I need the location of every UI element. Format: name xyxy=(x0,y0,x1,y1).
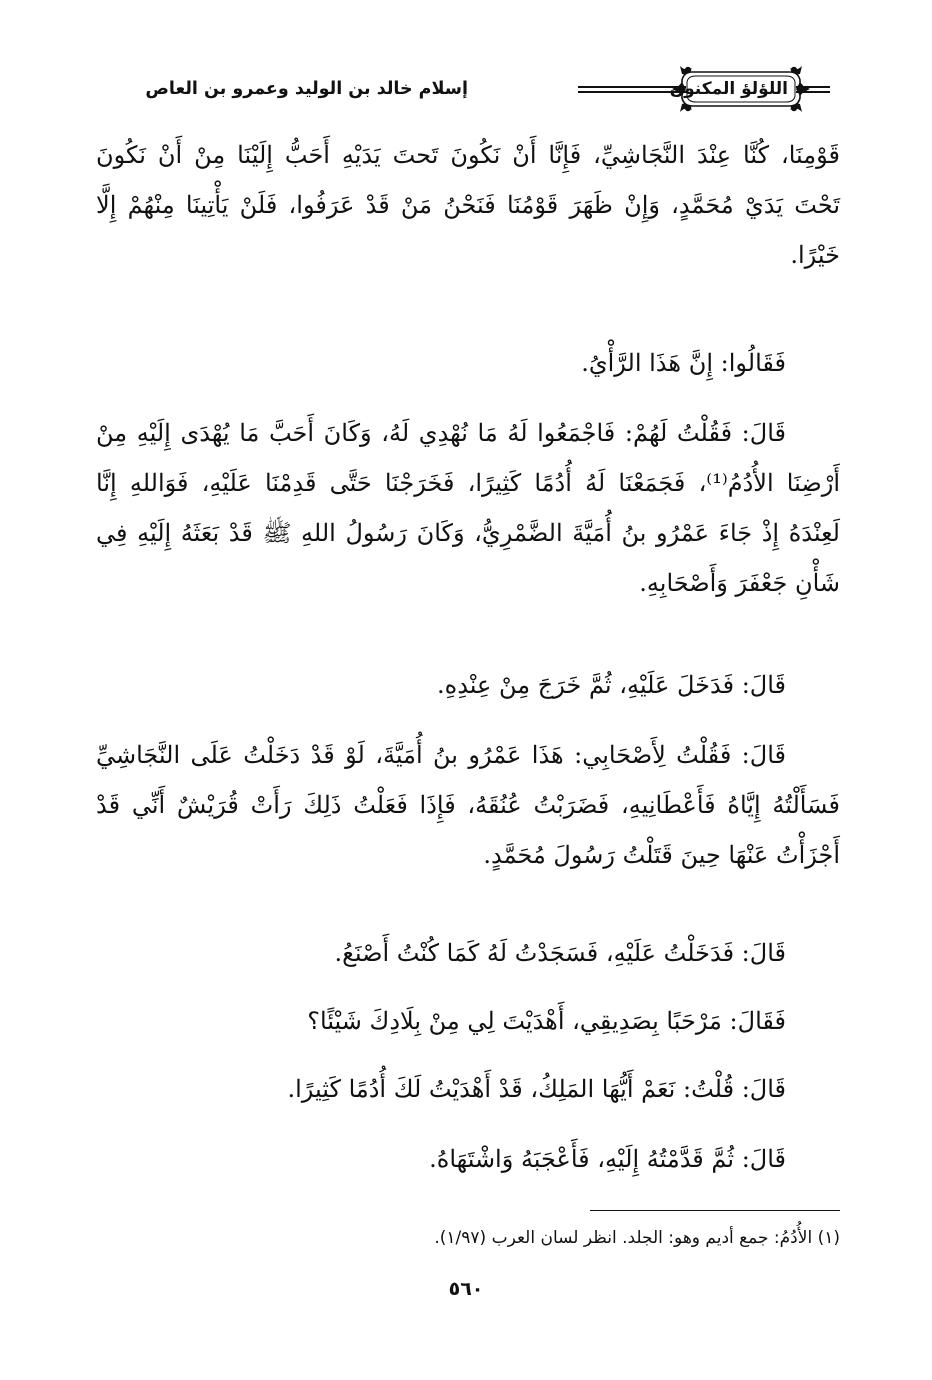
paragraph xyxy=(96,408,840,608)
text-line: أَرْضِنَا الأُدُمُ⁽¹⁾، فَجَمَعْنَا لَهُ أُدُمًا كَثِيرًا، فَخَرَجْنَا حَتَّى قَدِمْنَا عَلَيْهِ، فَوَاللهِ إِنَّا xyxy=(96,469,841,497)
text-line: قَالَ: فَدَخَلَ عَلَيْهِ، ثُمَّ خَرَجَ مِنْ عِنْدِهِ. xyxy=(437,671,786,699)
book-title-badge xyxy=(669,62,810,116)
paragraph xyxy=(96,1064,840,1114)
text-line: فَسَأَلْتُهُ إِيَّاهُ فَأَعْطَانِيهِ، فَضَرَبْتُ عُنُقَهُ، فَإِذَا فَعَلْتُ ذَلِكَ رَأَتْ قُرَيْشٌ أَنِّي قَدْ xyxy=(96,791,840,819)
header-rule-middle xyxy=(578,86,686,93)
footnote-separator xyxy=(590,1210,840,1211)
paragraph xyxy=(96,130,840,280)
page-number: ٥٦٠ xyxy=(448,1278,484,1300)
text-line: خَيْرًا. xyxy=(790,241,840,269)
paragraph xyxy=(96,338,840,388)
text-line: قَالَ: فَدَخَلْتُ عَلَيْهِ، فَسَجَدْتُ لَهُ كَمَا كُنْتُ أَصْنَعُ. xyxy=(334,939,786,967)
text-line: شَأْنِ جَعْفَرَ وَأَصْحَابِهِ. xyxy=(639,569,840,597)
running-header xyxy=(96,62,840,116)
text-line: قَالَ: فَقُلْتُ لَهُمْ: فَاجْمَعُوا لَهُ مَا نُهْدِي لَهُ، وَكَانَ أَحَبَّ مَا يُهْدَى إِلَيْهِ مِنْ xyxy=(96,419,786,447)
text-line: لَعِنْدَهُ إِذْ جَاءَ عَمْرُو بنُ أُمَيَّةَ الضَّمْرِيُّ، وَكَانَ رَسُولُ اللهِ ﷺ قَدْ بَعَثَهُ إِلَيْهِ فِي xyxy=(96,519,840,547)
text-line: أَجْزَأْتُ عَنْهَا حِينَ قَتَلْتُ رَسُولَ مُحَمَّدٍ. xyxy=(483,841,840,869)
footnote: (١) الأُدُمُ: جمع أديم وهو: الجلد. انظر لسان العرب (١/٩٧). xyxy=(434,1228,840,1248)
paragraph xyxy=(96,660,840,710)
paragraph xyxy=(96,1134,840,1184)
text-line: فَقَالُوا: إِنَّ هَذَا الرَّأْيُ. xyxy=(581,349,786,377)
text-line: قَالَ: قُلْتُ: نَعَمْ أَيُّهَا المَلِكُ، قَدْ أَهْدَيْتُ لَكَ أُدُمًا كَثِيرًا. xyxy=(287,1075,786,1103)
text-line: قَالَ: فَقُلْتُ لِأَصْحَابِي: هَذَا عَمْرُو بنُ أُمَيَّةَ، لَوْ قَدْ دَخَلْتُ عَلَى النَّجَاشِيِّ xyxy=(96,741,786,769)
paragraph xyxy=(96,928,840,978)
text-line: تَحْتَ يَدَيْ مُحَمَّدٍ، وَإِنْ ظَهَرَ قَوْمُنَا فَنَحْنُ مَنْ قَدْ عَرَفُوا، فَلَنْ يَأْتِينَا مِنْهُمْ إِلَّا xyxy=(96,191,840,219)
chapter-title: إسلام خالد بن الوليد وعمرو بن العاص xyxy=(145,79,468,99)
text-line: فَقَالَ: مَرْحَبًا بِصَدِيقِي، أَهْدَيْتَ لِي مِنْ بِلَادِكَ شَيْئًا؟ xyxy=(307,1007,786,1035)
text-line: قَالَ: ثُمَّ قَدَّمْتُهُ إِلَيْهِ، فَأَعْجَبَهُ وَاشْتَهَاهُ. xyxy=(429,1145,786,1173)
paragraph xyxy=(96,730,840,880)
paragraph xyxy=(96,996,840,1046)
book-title: اللؤلؤ المكنون xyxy=(669,79,788,99)
text-line: قَوْمِنَا، كُنَّا عِنْدَ النَّجَاشِيِّ، فَإِنَّا أَنْ نَكُونَ تَحتَ يَدَيْهِ أَحَبُّ إِلَيْنَا مِنْ أَنْ نَكُونَ xyxy=(96,141,840,169)
